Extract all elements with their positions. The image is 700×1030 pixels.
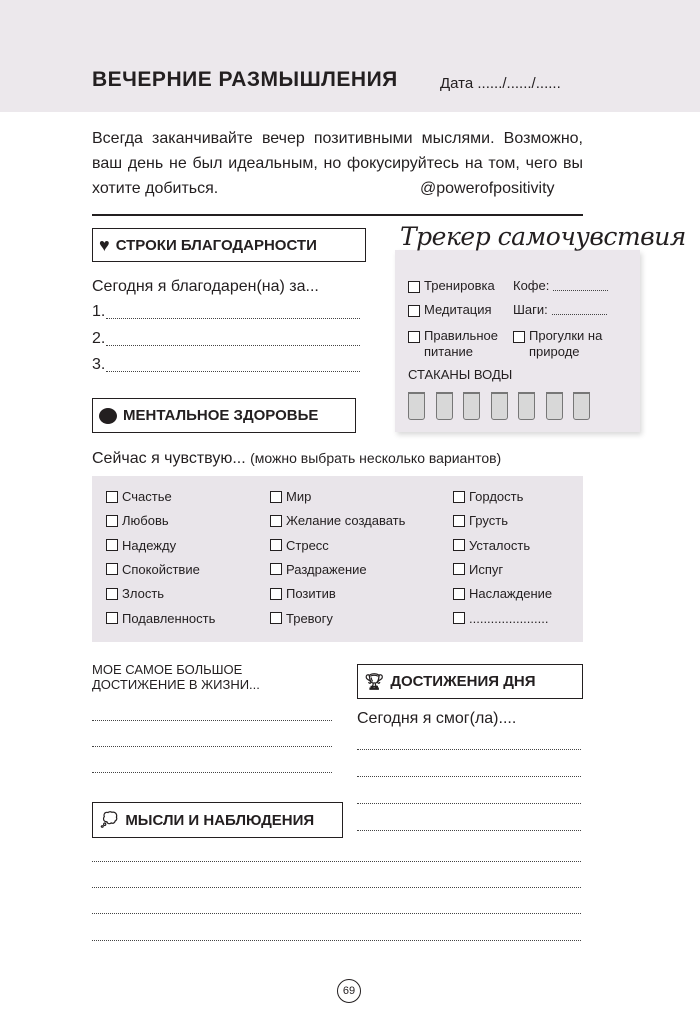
emotion-option[interactable]: [106, 562, 200, 577]
achievement-line[interactable]: [357, 776, 581, 777]
checkbox[interactable]: [270, 539, 282, 551]
mental-heading: МЕНТАЛЬНОЕ ЗДОРОВЬЕ: [123, 407, 319, 424]
checkbox[interactable]: [453, 515, 465, 527]
checkbox[interactable]: [106, 515, 118, 527]
checkbox[interactable]: [106, 563, 118, 575]
emotion-label: Грусть: [469, 513, 508, 529]
checkbox[interactable]: [453, 588, 465, 600]
life-line[interactable]: [92, 772, 332, 773]
label: Кофе:: [513, 278, 550, 293]
emotion-label: Тревогу: [286, 610, 333, 626]
checkbox[interactable]: [453, 612, 465, 624]
emotion-label: ......................: [469, 610, 549, 626]
glass-icon[interactable]: [463, 392, 480, 420]
emotion-option[interactable]: [270, 586, 336, 601]
achievement-line[interactable]: [357, 749, 581, 750]
gratitude-line-2[interactable]: [106, 345, 360, 346]
tracker-walks[interactable]: [513, 328, 623, 360]
life-line[interactable]: [92, 746, 332, 747]
checkbox[interactable]: [270, 515, 282, 527]
checkbox[interactable]: [270, 588, 282, 600]
glass-icon[interactable]: [518, 392, 535, 420]
gratitude-heading-box: [92, 228, 366, 262]
emotion-option[interactable]: [270, 538, 329, 553]
emotion-label: Злость: [122, 586, 165, 602]
emotion-label: Испуг: [469, 561, 504, 577]
emotion-option[interactable]: [106, 611, 215, 626]
tracker-nutrition[interactable]: [408, 328, 508, 360]
life-line[interactable]: [92, 720, 332, 721]
emotion-option[interactable]: [106, 586, 164, 601]
achievement-line[interactable]: [357, 803, 581, 804]
prompt: Сейчас я чувствую...: [92, 450, 246, 467]
glass-icon[interactable]: [573, 392, 590, 420]
gratitude-heading: СТРОКИ БЛАГОДАРНОСТИ: [115, 236, 317, 254]
label: Медитация: [424, 302, 492, 317]
thoughts-line[interactable]: [92, 887, 581, 888]
achievements-prompt: Сегодня я смог(ла)....: [357, 710, 517, 727]
checkbox[interactable]: [270, 612, 282, 624]
life-achievement-heading: МОЕ САМОЕ БОЛЬШОЕ ДОСТИЖЕНИЕ В ЖИЗНИ...: [92, 662, 260, 692]
emotion-option[interactable]: [106, 538, 176, 553]
water-label: СТАКАНЫ ВОДЫ: [408, 367, 513, 382]
emotion-label: Усталость: [469, 537, 531, 553]
checkbox[interactable]: [106, 612, 118, 624]
hint: (можно выбрать несколько вариантов): [250, 450, 502, 466]
header-band: [0, 0, 700, 112]
heart-icon: ♥: [99, 234, 110, 255]
thoughts-heading-box: [92, 802, 343, 838]
label: Тренировка: [424, 278, 495, 293]
emotion-option[interactable]: [453, 562, 503, 577]
divider: [92, 214, 583, 216]
social-handle: @powerofpositivity: [420, 180, 555, 197]
trophy-icon: 🏆︎: [364, 673, 385, 691]
checkbox[interactable]: [106, 491, 118, 503]
checkbox[interactable]: [270, 563, 282, 575]
emotion-option[interactable]: [453, 538, 530, 553]
emotion-option[interactable]: [453, 611, 548, 626]
thoughts-line[interactable]: [92, 913, 581, 914]
gratitude-number-3: 3.: [92, 356, 106, 373]
tracker-title: Трекер самочувствия: [400, 222, 686, 251]
tracker-coffee[interactable]: [513, 278, 608, 294]
emotion-label: Подавленность: [122, 610, 216, 626]
achievements-heading: ДОСТИЖЕНИЯ ДНЯ: [390, 673, 536, 690]
glass-icon[interactable]: [546, 392, 563, 420]
emotion-label: Наслаждение: [469, 586, 553, 602]
emotion-option[interactable]: [453, 489, 523, 504]
checkbox[interactable]: [270, 491, 282, 503]
gratitude-line-1[interactable]: [106, 318, 360, 319]
gratitude-number-2: 2.: [92, 330, 106, 347]
thought-bubble-icon: 💭︎: [99, 812, 120, 829]
mental-heading-box: [92, 398, 356, 433]
achievements-heading-box: [357, 664, 583, 699]
emotion-option[interactable]: [106, 489, 172, 504]
gratitude-line-3[interactable]: [106, 371, 360, 372]
thoughts-heading: МЫСЛИ И НАБЛЮДЕНИЯ: [125, 811, 315, 829]
page-number: 69: [337, 979, 361, 1003]
checkbox[interactable]: [453, 563, 465, 575]
gratitude-number-1: 1.: [92, 303, 106, 320]
label: Шаги:: [513, 302, 548, 317]
emotion-option[interactable]: [453, 513, 508, 528]
emotion-option[interactable]: [270, 513, 405, 528]
emotion-label: Позитив: [286, 586, 336, 602]
emotion-label: Раздражение: [286, 561, 367, 577]
tracker-steps[interactable]: [513, 302, 607, 318]
page-title: ВЕЧЕРНИЕ РАЗМЫШЛЕНИЯ: [92, 68, 398, 91]
checkbox[interactable]: [453, 491, 465, 503]
emotion-label: Спокойствие: [122, 561, 200, 577]
water-glasses: [408, 392, 590, 420]
glass-icon[interactable]: [436, 392, 453, 420]
checkbox[interactable]: [453, 539, 465, 551]
glass-icon[interactable]: [408, 392, 425, 420]
brain-icon: [99, 408, 117, 424]
thoughts-line[interactable]: [92, 940, 581, 941]
emotion-label: Гордость: [469, 489, 524, 504]
emotion-option[interactable]: [270, 562, 367, 577]
date-field[interactable]: Дата ....../....../......: [440, 75, 561, 92]
emotion-label: Желание создавать: [286, 513, 406, 529]
thoughts-line[interactable]: [92, 861, 581, 862]
achievement-line[interactable]: [357, 830, 581, 831]
intro-text: Всегда заканчивайте вечер позитивными мыслями. Возможно, ваш день не был идеальным, но фокусируйтесь на том, чего вы хотите добиться.: [92, 130, 583, 197]
emotion-option[interactable]: [453, 586, 552, 601]
gratitude-prompt: Сегодня я благодарен(на) за...: [92, 278, 319, 295]
emotion-label: Мир: [286, 489, 312, 504]
emotion-label: Надежду: [122, 537, 177, 553]
label: Прогулки на природе: [529, 328, 603, 359]
label: Правильное питание: [424, 328, 498, 359]
emotion-option[interactable]: [270, 611, 333, 626]
emotion-option[interactable]: [270, 489, 311, 504]
checkbox[interactable]: [106, 539, 118, 551]
emotion-label: Стресс: [286, 537, 329, 553]
emotion-option[interactable]: [106, 513, 169, 528]
tracker-training[interactable]: [408, 278, 495, 294]
feeling-prompt: [92, 450, 501, 468]
checkbox[interactable]: [106, 588, 118, 600]
glass-icon[interactable]: [491, 392, 508, 420]
tracker-meditation[interactable]: [408, 302, 492, 318]
emotion-label: Любовь: [122, 513, 169, 529]
emotion-label: Счастье: [122, 489, 172, 504]
